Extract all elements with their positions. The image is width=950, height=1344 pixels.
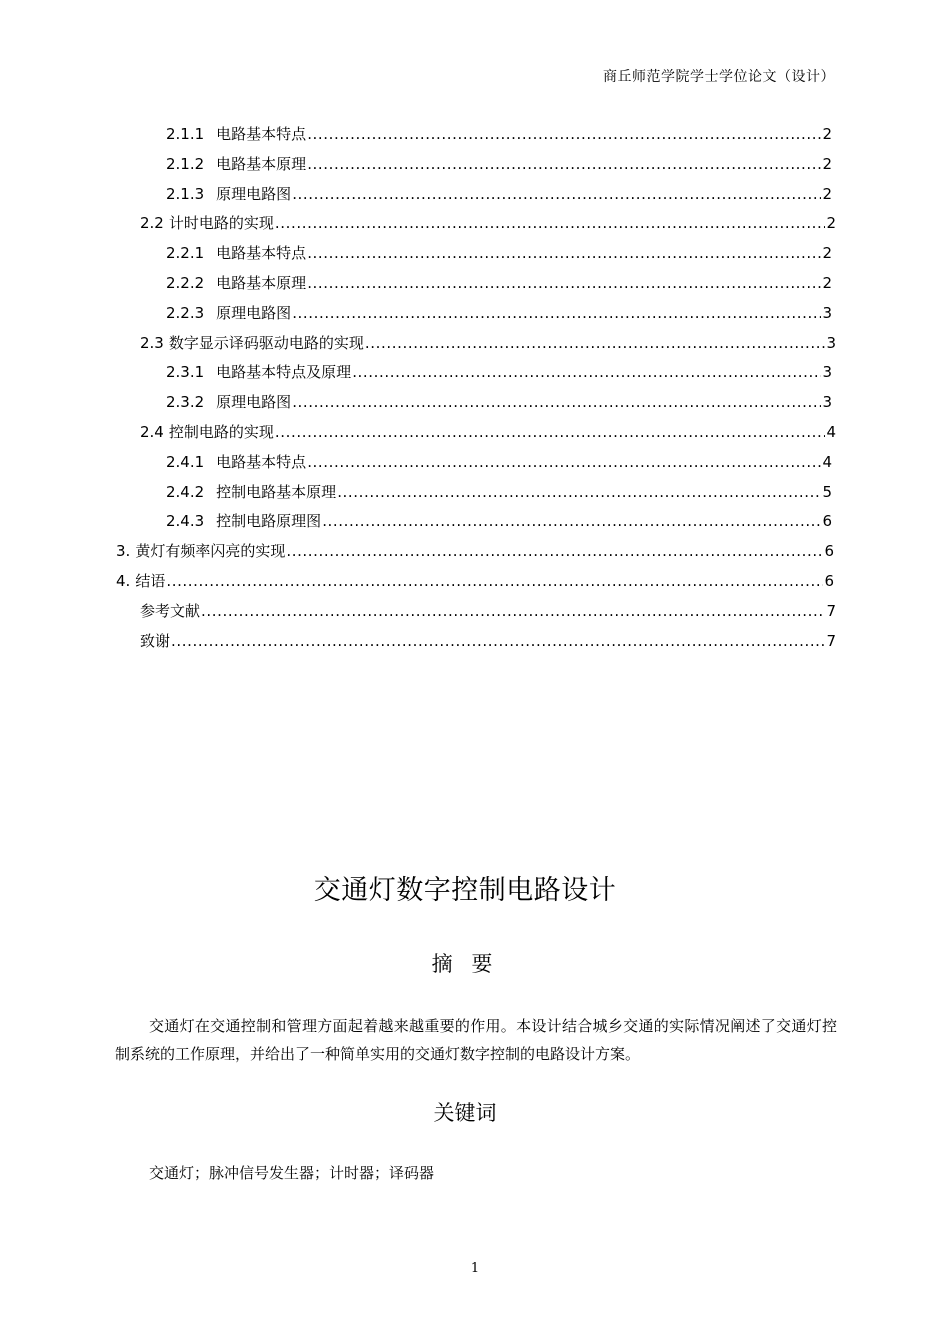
toc-dot-leader (292, 183, 821, 205)
keywords-heading: 关键词 (433, 1101, 497, 1125)
toc-entry-title: 原理电路图 (216, 393, 292, 412)
toc-entry[interactable] (166, 123, 832, 145)
toc-entry-page: 4 (822, 452, 832, 471)
keywords-body: 交通灯；脉冲信号发生器；计时器；译码器 (149, 1164, 435, 1182)
toc-entry[interactable] (166, 391, 832, 413)
toc-entry[interactable] (166, 302, 832, 324)
toc-entry-number: 2.2 (140, 214, 164, 233)
toc-dot-leader (166, 570, 823, 592)
toc-entry-number: 2.4.1 (166, 452, 205, 471)
page-number: 1 (470, 1261, 480, 1276)
abstract-heading: 摘 要 (431, 952, 499, 976)
toc-dot-leader (292, 391, 821, 413)
toc-entry-page: 6 (822, 512, 832, 531)
toc-entry-page: 3 (826, 333, 836, 352)
toc-entry[interactable] (166, 153, 832, 175)
toc-entry[interactable] (166, 481, 832, 503)
toc-entry-page: 3 (822, 303, 832, 322)
toc-entry-page: 2 (822, 244, 832, 263)
toc-dot-leader (352, 361, 821, 383)
toc-entry-title: 结语 (135, 572, 166, 590)
toc-entry-title: 数字显示译码驱动电路的实现 (168, 333, 364, 352)
toc-dot-leader (307, 451, 821, 473)
toc-entry-title: 原理电路图 (216, 303, 292, 322)
toc-entry-number: 2.3.1 (166, 363, 205, 382)
toc-entry-number: 2.1.1 (166, 125, 205, 143)
toc-entry[interactable] (116, 570, 834, 592)
toc-entry-title: 电路基本特点 (216, 452, 307, 471)
toc-dot-leader (337, 481, 821, 503)
toc-entry-title: 计时电路的实现 (168, 214, 274, 233)
document-title: 交通灯数字控制电路设计 (313, 875, 617, 906)
toc-dot-leader (171, 630, 825, 652)
toc-entry-number: 2.4 (140, 423, 164, 441)
toc-entry[interactable] (140, 332, 836, 354)
toc-entry-number: 2.2.3 (166, 303, 205, 322)
toc-entry-page: 2 (826, 214, 836, 233)
toc-entry-page: 4 (826, 423, 836, 441)
toc-entry-title: 控制电路的实现 (168, 423, 274, 441)
toc-dot-leader (307, 123, 821, 145)
toc-entry[interactable] (140, 630, 836, 652)
toc-entry-page: 2 (822, 274, 832, 292)
toc-entry[interactable] (140, 212, 836, 234)
toc-dot-leader (365, 332, 826, 354)
toc-entry-title: 电路基本特点 (216, 244, 307, 263)
toc-entry-page: 7 (826, 631, 836, 650)
toc-entry-title: 电路基本特点及原理 (216, 363, 352, 382)
toc-dot-leader (286, 540, 823, 562)
toc-entry-number: 2.2.2 (166, 274, 205, 292)
toc-entry-page: 3 (822, 363, 832, 382)
toc-entry[interactable] (166, 183, 832, 205)
toc-entry-page: 6 (824, 542, 834, 561)
toc-entry-title: 控制电路基本原理 (216, 482, 337, 501)
toc-entry-title: 原理电路图 (216, 184, 292, 203)
abstract-body: 交通灯在交通控制和管理方面起着越来越重要的作用。本设计结合城乡交通的实际情况阐述了交通灯控制系统的工作原理，并给出了一种简单实用的交通灯数字控制的电路设计方案。 (115, 1017, 837, 1063)
toc-dot-leader (307, 272, 821, 294)
toc-dot-leader (307, 153, 821, 175)
toc-entry[interactable] (166, 451, 832, 473)
toc-entry-number: 2.4.3 (166, 512, 205, 531)
toc-entry[interactable] (166, 510, 832, 532)
toc-entry-number: 3. (116, 542, 131, 561)
running-header: 商丘师范学院学士学位论文（设计） (603, 69, 835, 85)
toc-entry-page: 3 (822, 393, 832, 412)
toc-dot-leader (307, 242, 821, 264)
toc-entry[interactable] (140, 421, 836, 443)
toc-entry-number: 2.2.1 (166, 244, 205, 263)
toc-entry[interactable] (116, 540, 834, 562)
toc-entry-title: 黄灯有频率闪亮的实现 (135, 542, 286, 561)
toc-entry-number: 2.4.2 (166, 482, 205, 501)
toc-entry[interactable] (166, 242, 832, 264)
toc-entry-number: 2.3.2 (166, 393, 205, 412)
toc-entry-page: 2 (822, 184, 832, 203)
toc-entry-title: 电路基本原理 (216, 154, 307, 173)
toc-dot-leader (292, 302, 821, 324)
toc-dot-leader (201, 600, 825, 622)
toc-entry-page: 5 (822, 482, 832, 501)
toc-entry-number: 2.3 (140, 333, 164, 352)
toc-entry-page: 2 (822, 125, 832, 143)
toc-dot-leader (275, 212, 826, 234)
toc-entry-number: 4. (116, 572, 131, 590)
toc-entry-title: 致谢 (140, 631, 171, 650)
toc-entry-title: 电路基本特点 (216, 125, 307, 143)
toc-entry-title: 电路基本原理 (216, 274, 307, 292)
toc-entry[interactable] (166, 272, 832, 294)
toc-entry[interactable] (140, 600, 836, 622)
toc-entry-title: 参考文献 (140, 601, 201, 620)
toc-entry[interactable] (166, 361, 832, 383)
toc-entry-page: 7 (826, 601, 836, 620)
toc-dot-leader (275, 421, 826, 443)
toc-entry-number: 2.1.3 (166, 184, 205, 203)
toc-entry-page: 2 (822, 154, 832, 173)
toc-dot-leader (322, 510, 821, 532)
toc-entry-page: 6 (824, 572, 834, 590)
toc-entry-title: 控制电路原理图 (216, 512, 322, 531)
toc-entry-number: 2.1.2 (166, 154, 205, 173)
